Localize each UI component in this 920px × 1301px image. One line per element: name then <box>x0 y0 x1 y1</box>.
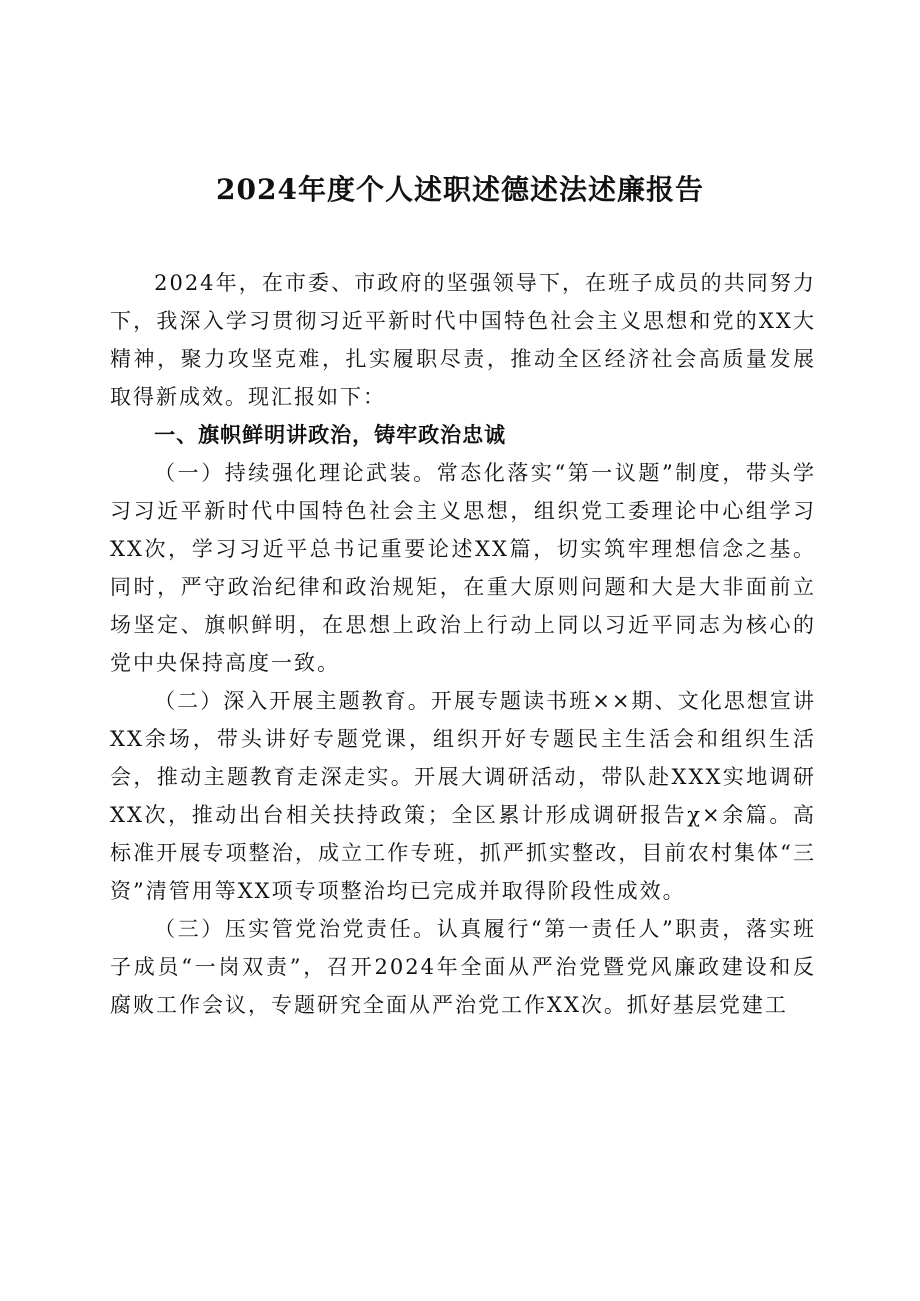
document-body <box>110 264 816 1024</box>
paragraph-theory: （一）持续强化理论武装。常态化落实“第一议题”制度，带头学习习近平新时代中国特色社会主义思想，组织党工委理论中心组学习XX次，学习习近平总书记重要论述XX篇，切实筑牢理想信念之基。同时，严守政治纪律和政治规矩，在重大原则问题和大是大非面前立场坚定、旗帜鲜明，在思想上政治上行动上同以习近平同志为核心的党中央保持高度一致。 <box>110 461 816 675</box>
paragraph-responsibility: （三）压实管党治党责任。认真履行“第一责任人”职责，落实班子成员“一岗双责”，召开2024年全面从严治党暨党风廉政建设和反腐败工作会议，专题研究全面从严治党工作XX次。抓好基层党建工 <box>110 917 816 1017</box>
paragraph-education: （二）深入开展主题教育。开展专题读书班××期、文化思想宣讲XX余场，带头讲好专题党课，组织开好专题民主生活会和组织生活会，推动主题教育走深走实。开展大调研活动，带队赴XXX实地调研XX次，推动出台相关扶持政策；全区累计形成调研报告χ×余篇。高标准开展专项整治，成立工作专班，抓严抓实整改，目前农村集体“三资”清管用等XX项专项整治均已完成并取得阶段性成效。 <box>110 689 816 903</box>
intro-paragraph: 2024年，在市委、市政府的坚强领导下，在班子成员的共同努力下，我深入学习贯彻习近平新时代中国特色社会主义思想和党的XX大精神，聚力攻坚克难，扎实履职尽责，推动全区经济社会高质量发展取得新成效。现汇报如下： <box>110 271 816 409</box>
section-heading: 一、旗帜鲜明讲政治，铸牢政治忠诚 <box>154 423 507 447</box>
page-title: 2024年度个人述职述德述法述廉报告 <box>216 173 704 206</box>
